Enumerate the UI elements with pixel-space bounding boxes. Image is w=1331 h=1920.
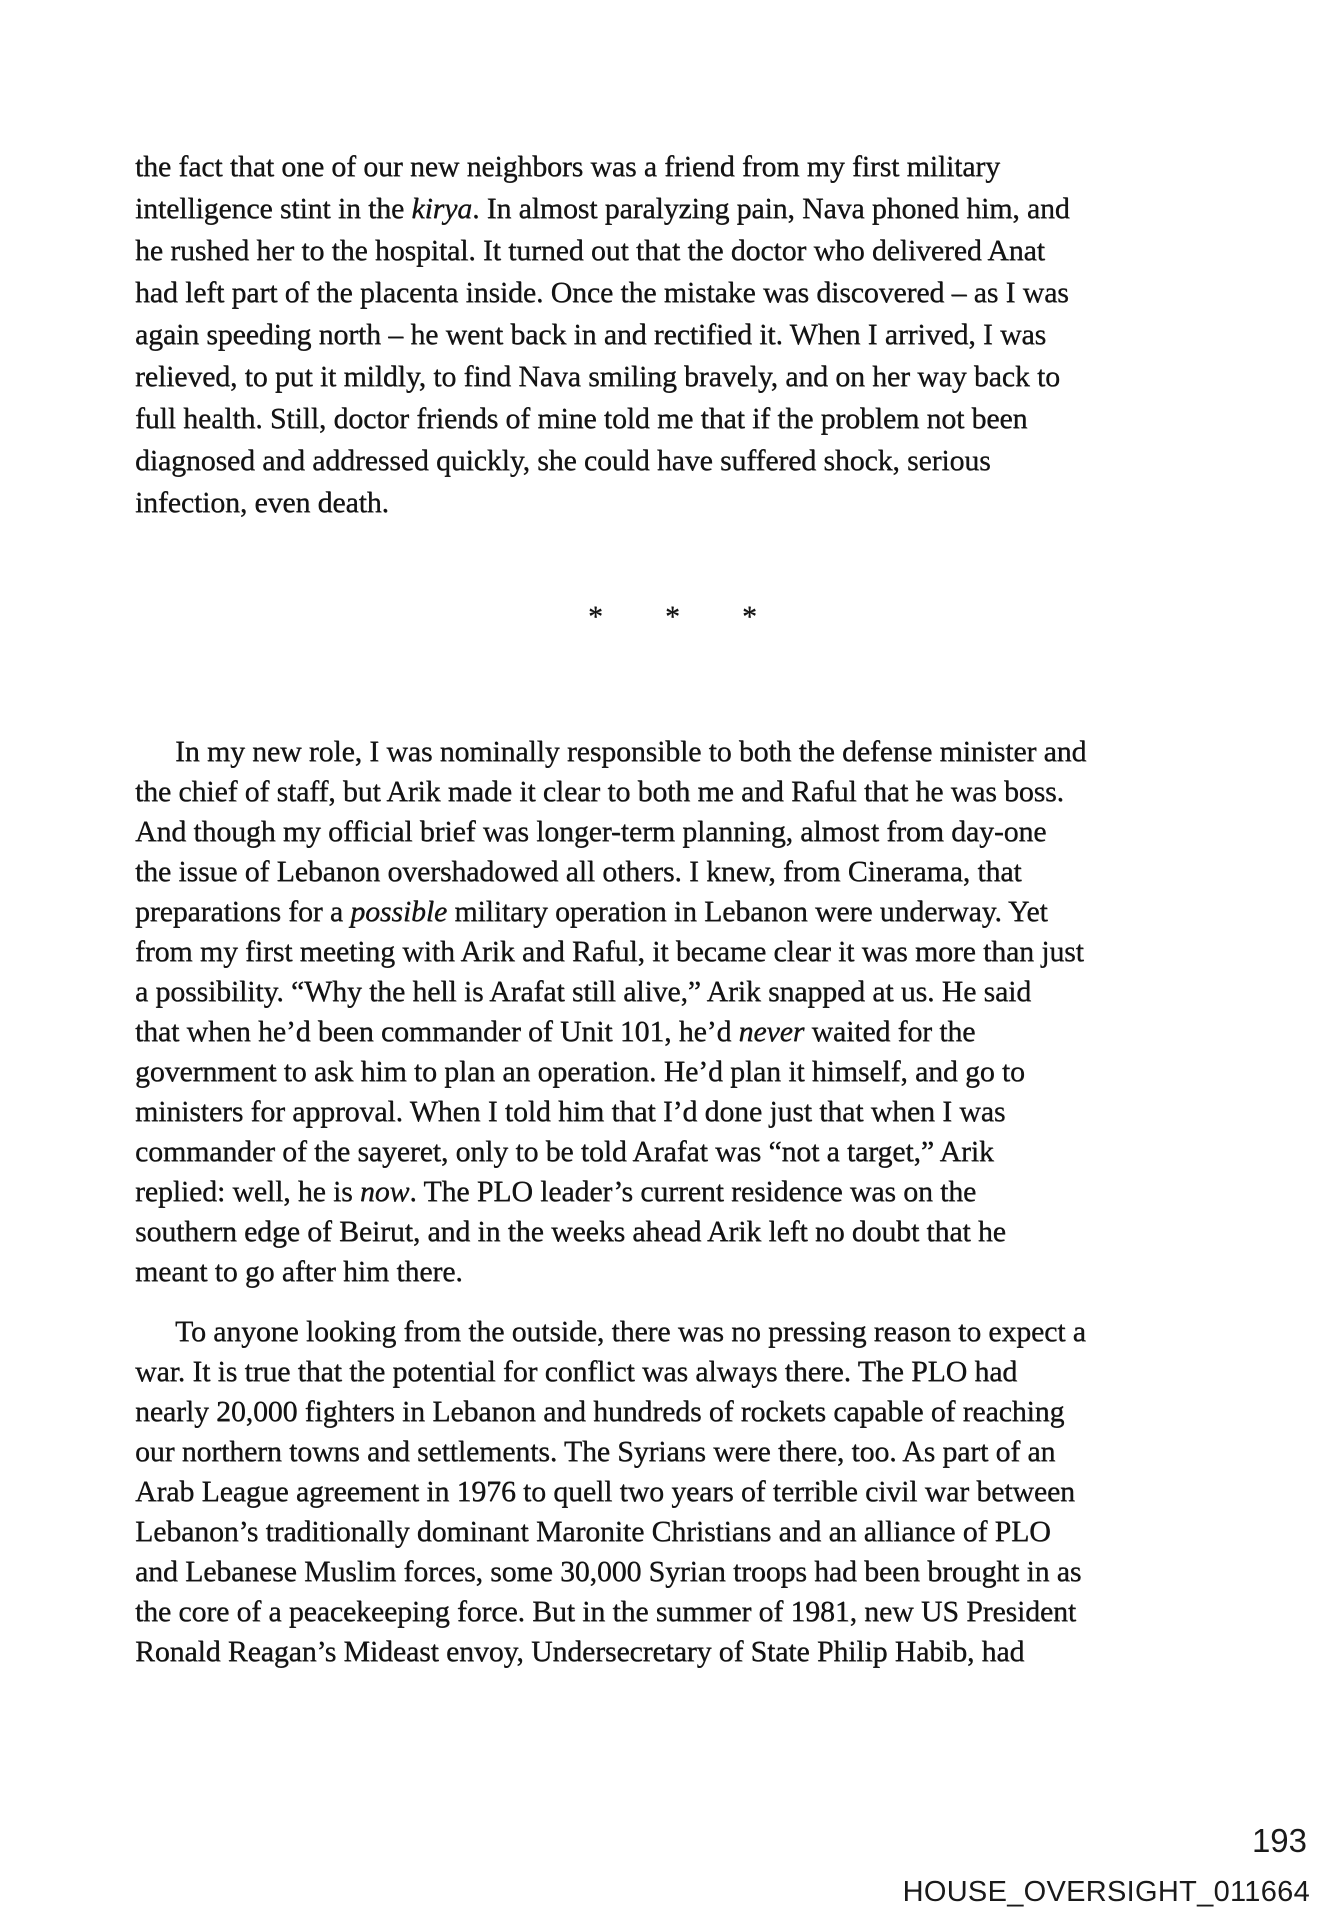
text-segment: Lebanon’s traditionally dominant Maronite Christians and an alliance of PLO: [135, 1515, 1051, 1548]
asterisk: *: [742, 600, 757, 633]
text-segment: . The PLO leader’s current residence was on the: [409, 1175, 977, 1208]
text-line: [135, 1352, 1210, 1392]
text-segment: Ronald Reagan’s Mideast envoy, Undersecretary of State Philip Habib, had: [135, 1635, 1025, 1668]
text-segment: preparations for a: [135, 895, 351, 928]
text-line: [135, 1552, 1210, 1592]
text-line: [135, 1052, 1210, 1092]
bates-stamp: HOUSE_OVERSIGHT_011664: [902, 1876, 1310, 1908]
text-segment: full health. Still, doctor friends of mine told me that if the problem not been: [135, 402, 1028, 435]
text-segment: To anyone looking from the outside, there was no pressing reason to expect a: [175, 1315, 1086, 1348]
text-line: [135, 972, 1210, 1012]
text-segment: And though my official brief was longer-term planning, almost from day-one: [135, 815, 1047, 848]
italic-text: never: [738, 1015, 805, 1048]
text-line: [135, 1212, 1210, 1252]
text-segment: our northern towns and settlements. The Syrians were there, too. As part of an: [135, 1435, 1056, 1468]
text-segment: infection, even death.: [135, 486, 389, 519]
text-line: [135, 1632, 1210, 1672]
text-line: [135, 1512, 1210, 1552]
text-segment: . In almost paralyzing pain, Nava phoned him, and: [472, 192, 1070, 225]
text-line: [135, 892, 1210, 932]
text-segment: southern edge of Beirut, and in the weeks ahead Arik left no doubt that he: [135, 1215, 1006, 1248]
text-segment: that when he’d been commander of Unit 101, he’d: [135, 1015, 739, 1048]
text-segment: relieved, to put it mildly, to find Nava smiling bravely, and on her way back to: [135, 360, 1060, 393]
text-segment: the fact that one of our new neighbors was a friend from my first military: [135, 150, 1000, 183]
paragraph-3: [135, 1312, 1210, 1672]
text-line: [135, 1472, 1210, 1512]
text-segment: meant to go after him there.: [135, 1255, 463, 1288]
text-line: [135, 732, 1210, 772]
text-line: [135, 1392, 1210, 1432]
text-line: [135, 1592, 1210, 1632]
asterisk: *: [665, 600, 680, 633]
italic-text: kirya: [411, 192, 473, 225]
text-segment: again speeding north – he went back in and rectified it. When I arrived, I was: [135, 318, 1047, 351]
text-line: [135, 1432, 1210, 1472]
text-segment: nearly 20,000 fighters in Lebanon and hundreds of rockets capable of reaching: [135, 1395, 1065, 1428]
text-segment: the core of a peacekeeping force. But in the summer of 1981, new US President: [135, 1595, 1076, 1628]
text-line: [135, 812, 1210, 852]
paragraph-2: [135, 732, 1210, 1292]
page-number: 193: [1251, 1822, 1307, 1859]
text-line: [135, 1092, 1210, 1132]
text-segment: the chief of staff, but Arik made it clear to both me and Raful that he was boss.: [135, 775, 1064, 808]
text-line: [135, 1012, 1210, 1052]
italic-text: now: [359, 1175, 410, 1208]
text-line: [135, 482, 1210, 524]
section-break: [135, 596, 1210, 638]
text-line: [135, 188, 1210, 230]
text-line: [135, 772, 1210, 812]
text-segment: government to ask him to plan an operation. He’d plan it himself, and go to: [135, 1055, 1025, 1088]
text-line: [135, 398, 1210, 440]
text-line: [135, 852, 1210, 892]
text-segment: ministers for approval. When I told him that I’d done just that when I was: [135, 1095, 1006, 1128]
text-line: [135, 146, 1210, 188]
text-segment: he rushed her to the hospital. It turned out that the doctor who delivered Anat: [135, 234, 1045, 267]
text-segment: the issue of Lebanon overshadowed all others. I knew, from Cinerama, that: [135, 855, 1022, 888]
text-segment: Arab League agreement in 1976 to quell two years of terrible civil war between: [135, 1475, 1075, 1508]
text-line: [135, 440, 1210, 482]
text-segment: military operation in Lebanon were underway. Yet: [447, 895, 1048, 928]
text-segment: from my first meeting with Arik and Raful, it became clear it was more than just: [135, 935, 1084, 968]
text-segment: war. It is true that the potential for conflict was always there. The PLO had: [135, 1355, 1018, 1388]
text-segment: waited for the: [804, 1015, 976, 1048]
text-segment: commander of the sayeret, only to be told Arafat was “not a target,” Arik: [135, 1135, 994, 1168]
text-segment: replied: well, he is: [135, 1175, 360, 1208]
paragraph-1: [135, 146, 1210, 524]
text-segment: intelligence stint in the: [135, 192, 412, 225]
text-segment: a possibility. “Why the hell is Arafat still alive,” Arik snapped at us. He said: [135, 975, 1032, 1008]
text-line: [135, 1312, 1210, 1352]
text-segment: and Lebanese Muslim forces, some 30,000 Syrian troops had been brought in as: [135, 1555, 1082, 1588]
text-line: [135, 272, 1210, 314]
italic-text: possible: [350, 895, 448, 928]
text-line: [135, 1132, 1210, 1172]
page-text: [135, 146, 1210, 1672]
text-line: [135, 230, 1210, 272]
text-line: [135, 314, 1210, 356]
asterisk: *: [588, 600, 603, 633]
text-line: [135, 1172, 1210, 1212]
text-segment: had left part of the placenta inside. Once the mistake was discovered – as I was: [135, 276, 1069, 309]
text-line: [135, 932, 1210, 972]
text-line: [135, 1252, 1210, 1292]
text-segment: diagnosed and addressed quickly, she could have suffered shock, serious: [135, 444, 991, 477]
text-line: [135, 356, 1210, 398]
text-segment: In my new role, I was nominally responsible to both the defense minister and: [175, 735, 1087, 768]
